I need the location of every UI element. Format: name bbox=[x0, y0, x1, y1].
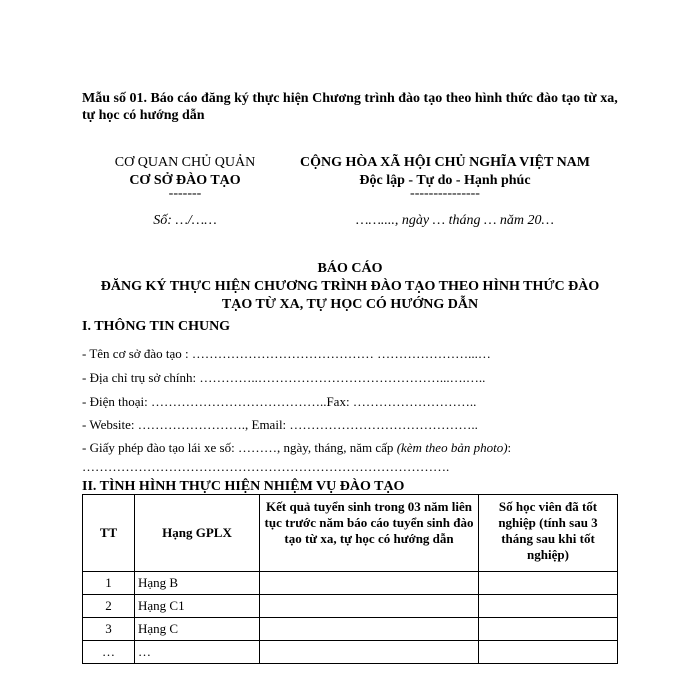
table-row bbox=[83, 641, 618, 664]
table-row bbox=[83, 572, 618, 595]
cell-tt: 3 bbox=[83, 618, 135, 641]
header-right-line1: CỘNG HÒA XÃ HỘI CHỦ NGHĨA VIỆT NAM bbox=[299, 155, 590, 170]
info-line-name: - Tên cơ sở đào tạo : …………………………………… …………………...… bbox=[82, 346, 491, 361]
info-line-address: - Địa chỉ trụ sở chính: …………..……………………………………...….….. bbox=[82, 370, 486, 385]
info-line-phone: - Điện thoại: …………………………………..Fax: ……………………….. bbox=[82, 394, 477, 409]
report-subtitle-line1: ĐĂNG KÝ THỰC HIỆN CHƯƠNG TRÌNH ĐÀO TẠO THEO HÌNH THỨC ĐÀO bbox=[100, 279, 600, 294]
cell-license-class: … bbox=[135, 641, 260, 664]
cell-enrollment bbox=[260, 618, 479, 641]
training-table bbox=[82, 494, 618, 664]
date-line: ……...., ngày … tháng … năm 20… bbox=[356, 213, 554, 228]
cell-enrollment bbox=[260, 595, 479, 618]
cell-tt: 1 bbox=[83, 572, 135, 595]
header-left bbox=[90, 154, 280, 201]
header-right-rule: --------------- bbox=[410, 186, 480, 201]
cell-enrollment bbox=[260, 572, 479, 595]
table-header-row bbox=[83, 495, 618, 572]
license-note: (kèm theo bản photo) bbox=[396, 440, 508, 455]
table-row bbox=[83, 618, 618, 641]
cell-graduates bbox=[479, 618, 618, 641]
section2-heading: II. TÌNH HÌNH THỰC HIỆN NHIỆM VỤ ĐÀO TẠO bbox=[82, 479, 405, 494]
license-label: - Giấy phép đào tạo lái xe số: ………, ngày, tháng, năm cấp bbox=[82, 440, 397, 455]
header-right-line2: Độc lập - Tự do - Hạnh phúc bbox=[359, 173, 531, 188]
cell-graduates bbox=[479, 641, 618, 664]
cell-license-class: Hạng C1 bbox=[135, 595, 260, 618]
cell-graduates bbox=[479, 572, 618, 595]
header-left-line1: CƠ QUAN CHỦ QUẢN bbox=[114, 155, 256, 170]
license-note-suffix: : bbox=[507, 440, 512, 455]
cell-license-class: Hạng B bbox=[135, 572, 260, 595]
info-line-continuation: …………………………………………………………………………. bbox=[82, 459, 450, 474]
doc-number: Số: …/…… bbox=[153, 213, 217, 228]
header-left-line2: CƠ SỞ ĐÀO TẠO bbox=[129, 173, 241, 188]
form-title: Mẫu số 01. Báo cáo đăng ký thực hiện Chương trình đào tạo theo hình thức đào tạo từ xa, tự học có hướng dẫn bbox=[82, 91, 618, 123]
cell-tt: 2 bbox=[83, 595, 135, 618]
cell-enrollment bbox=[260, 641, 479, 664]
info-line-website: - Website: ……………………., Email: …………………………………….. bbox=[82, 417, 478, 432]
cell-graduates bbox=[479, 595, 618, 618]
cell-tt: … bbox=[83, 641, 135, 664]
table-row bbox=[83, 595, 618, 618]
report-subtitle-line2: TẠO TỪ XA, TỰ HỌC CÓ HƯỚNG DẪN bbox=[221, 297, 479, 312]
col-header-license-class: Hạng GPLX bbox=[135, 495, 260, 572]
col-header-tt: TT bbox=[83, 495, 135, 572]
report-title: BÁO CÁO bbox=[317, 261, 383, 276]
section1-heading: I. THÔNG TIN CHUNG bbox=[82, 319, 231, 334]
header-left-rule: ------- bbox=[168, 186, 202, 201]
info-line-license bbox=[82, 440, 511, 456]
report-title-block bbox=[70, 260, 630, 314]
col-header-graduates: Số học viên đã tốt nghiệp (tính sau 3 tháng sau khi tốt nghiệp) bbox=[479, 495, 618, 572]
header-right bbox=[280, 154, 610, 201]
col-header-enrollment: Kết quả tuyển sinh trong 03 năm liên tục trước năm báo cáo tuyển sinh đào tạo từ xa, tự học có hướng dẫn bbox=[260, 495, 479, 572]
cell-license-class: Hạng C bbox=[135, 618, 260, 641]
